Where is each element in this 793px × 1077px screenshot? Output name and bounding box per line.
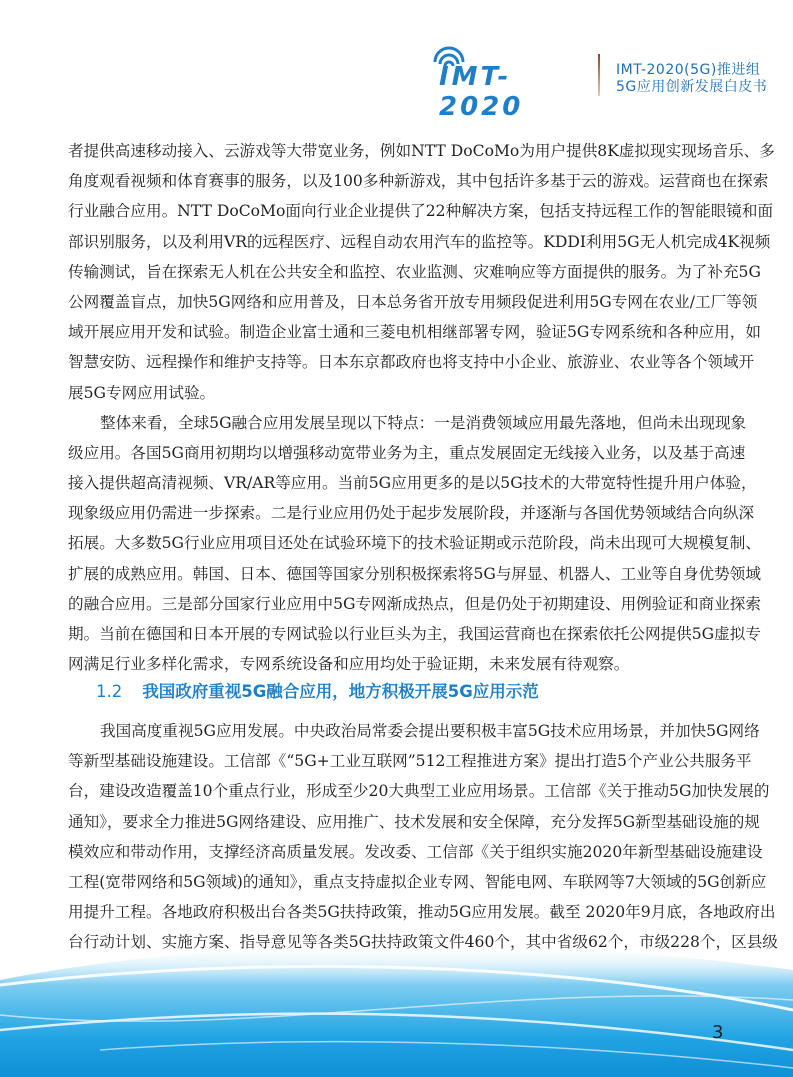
header-org bbox=[616, 62, 767, 96]
text-line: 现象级应用仍需进一步探索。二是行业应用仍处于起步发展阶段，并逐渐与各国优势领域结合向纵深 bbox=[68, 504, 755, 523]
org-name: IMT-2020(5G)推进组 bbox=[616, 62, 761, 78]
text-line: 通知》，要求全力推进5G网络建设、应用推广、技术发展和安全保障，充分发挥5G新型基础设施的规 bbox=[68, 812, 760, 831]
section-title: 我国政府重视5G融合应用，地方积极开展5G应用示范 bbox=[142, 682, 539, 701]
imt2020-logo bbox=[425, 48, 570, 122]
text-line: 模效应和带动作用，支撑经济高质量发展。发改委、工信部《关于组织实施2020年新型基础设施建设 bbox=[68, 842, 763, 861]
text-line: 等新型基础设施建设。工信部《“5G+工业互联网”512工程推进方案》提出打造5个产业公共服务平 bbox=[68, 752, 752, 771]
text-line: 展5G专网应用试验。 bbox=[68, 383, 216, 402]
header-divider bbox=[598, 54, 600, 96]
text-line: 网满足行业多样化需求，专网系统设备和应用均处于验证期，未来发展有待观察。 bbox=[68, 655, 630, 674]
text-line: 我国高度重视5G应用发展。中央政治局常委会提出要积极丰富5G技术应用场景，并加快5G网络 bbox=[100, 722, 760, 740]
text-line: 者提供高速移动接入、云游戏等大带宽业务，例如NTT DoCoMo为用户提供8K虚拟现实现场音乐、多 bbox=[68, 142, 775, 160]
body-text-1 bbox=[68, 136, 775, 679]
text-line: 期。当前在德国和日本开展的专网试验以行业巨头为主，我国运营商也在探索依托公网提供5G虚拟专 bbox=[68, 625, 761, 643]
page-header bbox=[425, 40, 785, 122]
text-line: 工程(宽带网络和5G领域)的通知》，重点支持虚拟企业专网、智能电网、车联网等7大领域的5G创新应 bbox=[68, 872, 767, 891]
text-line: 智慧安防、远程操作和维护支持等。日本东京都政府也将支持中小企业、旅游业、农业等各个领域开 bbox=[68, 353, 755, 372]
text-line: 传输测试，旨在探索无人机在公共安全和监控、农业监测、灾难响应等方面提供的服务。为了补充5G bbox=[68, 262, 761, 281]
text-line: 域开展应用开发和试验。制造企业富士通和三菱电机相继部署专网，验证5G专网系统和各种应用，如 bbox=[68, 323, 761, 342]
logo-text: IMT-2020 bbox=[439, 62, 524, 122]
page-number: 3 bbox=[712, 1022, 724, 1043]
text-line: 拓展。大多数5G行业应用项目还处在试验环境下的技术验证期或示范阶段，尚未出现可大规模复制、 bbox=[68, 534, 761, 553]
text-line: 扩展的成熟应用。韩国、日本、德国等国家分别积极探索将5G与屏显、机器人、工业等自身优势领域 bbox=[68, 564, 761, 583]
doc-title: 5G应用创新发展白皮书 bbox=[616, 79, 768, 95]
text-line: 整体来看，全球5G融合应用发展呈现以下特点：一是消费领域应用最先落地，但尚未出现现象 bbox=[100, 413, 747, 432]
body-text-2 bbox=[68, 716, 778, 958]
text-line: 行业融合应用。NTT DoCoMo面向行业企业提供了22种解决方案，包括支持远程工作的智能眼镜和面 bbox=[68, 202, 774, 221]
text-line: 用提升工程。各地政府积极出台各类5G扶持政策，推动5G应用发展。截至 2020年9月底，各地政府出 bbox=[68, 903, 776, 922]
text-line: 的融合应用。三是部分国家行业应用中5G专网渐成热点，但是仍处于初期建设、用例验证和商业探索 bbox=[68, 594, 761, 613]
decorative-wave-footer bbox=[0, 940, 793, 1077]
text-line: 公网覆盖盲点，加快5G网络和应用普及，日本总务省开放专用频段促进利用5G专网在农业/工厂等领 bbox=[68, 292, 758, 311]
section-number: 1.2 bbox=[96, 682, 123, 701]
text-line: 台，建设改造覆盖10个重点行业，形成至少20大典型工业应用场景。工信部《关于推动5G加快发展的 bbox=[68, 782, 770, 801]
text-line: 部识别服务，以及利用VR的远程医疗、远程自动农用汽车的监控等。KDDI利用5G无人机完成4K视频 bbox=[68, 232, 771, 251]
text-line: 接入提供超高清视频、VR/AR等应用。当前5G应用更多的是以5G技术的大带宽特性提升用户体验， bbox=[68, 474, 757, 493]
section-heading bbox=[96, 678, 539, 702]
text-line: 台行动计划、实施方案、指导意见等各类5G扶持政策文件460个，其中省级62个，市级228个，区县级 bbox=[68, 933, 778, 952]
text-line: 角度观看视频和体育赛事的服务，以及100多种新游戏，其中包括许多基于云的游戏。运营商也在探索 bbox=[68, 172, 769, 191]
text-line: 级应用。各国5G商用初期均以增强移动宽带业务为主，重点发展固定无线接入业务，以及基于高速 bbox=[68, 443, 746, 462]
